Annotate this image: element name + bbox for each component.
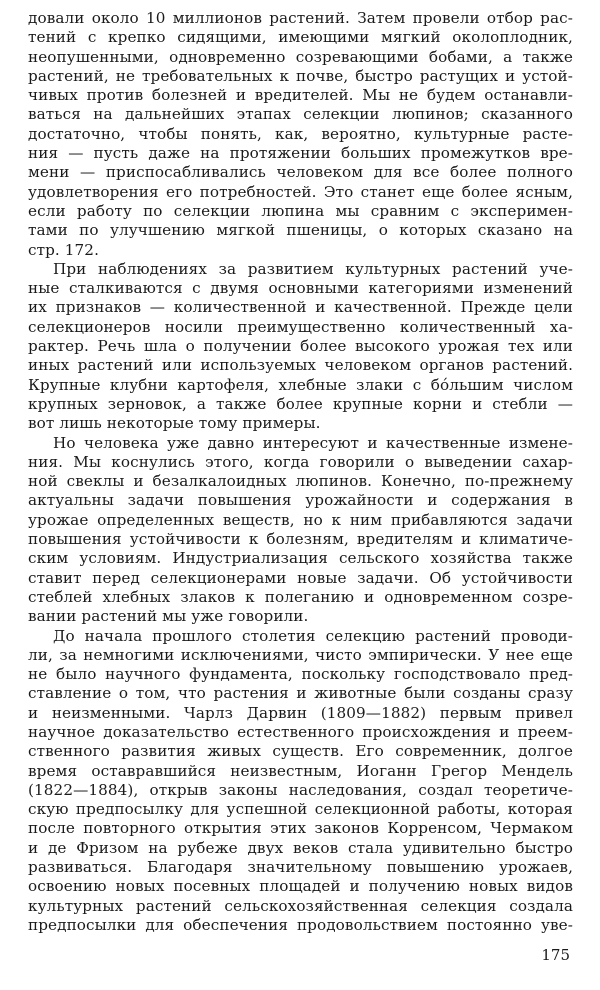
text-line: удовлетворения его потребностей. Это станет еще более ясным,: [28, 182, 573, 201]
text-line: и де Фризом на рубеже двух веков стала удивительно быстро: [28, 838, 573, 857]
text-line: рактер. Речь шла о получении более высокого урожая тех или: [28, 337, 573, 356]
text-line: тами по улучшению мягкой пшеницы, о которых сказано на: [28, 221, 573, 240]
text-line: Крупные клубни картофеля, хлебные злаки с бóльшим числом: [28, 375, 573, 394]
text-line: после повторного открытия этих законов Корренсом, Чермаком: [28, 819, 573, 838]
text-line: предпосылки для обеспечения продовольствием постоянно уве-: [28, 915, 573, 934]
text-line: ния — пусть даже на протяжении больших промежутков вре-: [28, 144, 573, 163]
text-line: ставит перед селекционерами новые задачи. Об устойчивости: [28, 568, 573, 587]
text-line: если работу по селекции люпина мы сравним с эксперимен-: [28, 201, 573, 220]
text-line: стеблей хлебных злаков к полеганию и одновременном созре-: [28, 587, 573, 606]
text-line: достаточно, чтобы понять, как, вероятно, культурные расте-: [28, 124, 573, 143]
text-line: ные сталкиваются с двумя основными категориями изменений: [28, 279, 573, 298]
text-line: При наблюдениях за развитием культурных растений уче-: [53, 259, 573, 278]
text-line: ния. Мы коснулись этого, когда говорили о выведении сахар-: [28, 452, 573, 471]
text-line: их признаков — количественной и качественной. Прежде цели: [28, 298, 573, 317]
paragraph: [28, 627, 573, 936]
text-line: крупных зерновок, а также более крупные корни и стебли —: [28, 394, 573, 413]
text-line: довали около 10 миллионов растений. Затем провели отбор рас-: [28, 9, 573, 27]
text-line: развиваться. Благодаря значительному повышению урожаев,: [28, 858, 573, 877]
paragraph: [28, 434, 573, 627]
page-number: 175: [541, 946, 570, 964]
text-line: ским условиям. Индустриализация сельского хозяйства также: [28, 549, 573, 568]
text-line: селекционеров носили преимущественно количественный ха-: [28, 317, 573, 336]
text-line: вот лишь некоторые тому примеры.: [28, 414, 321, 433]
text-line: иных растений или используемых человеком органов растений.: [28, 356, 573, 375]
text-line: культурных растений сельскохозяйственная селекция создала: [28, 896, 573, 915]
body-text: [28, 9, 573, 935]
text-line: и неизменными. Чарлз Дарвин (1809—1882) первым привел: [28, 703, 573, 722]
paragraph: [28, 260, 573, 434]
text-line: чивых против болезней и вредителей. Мы не будем останавли-: [28, 86, 573, 105]
paragraph: [28, 9, 573, 260]
text-line: мени — приспосабливались человеком для все более полного: [28, 163, 573, 182]
text-line: ставление о том, что растения и животные были созданы сразу: [28, 684, 573, 703]
text-line: ной свеклы и безалкалоидных люпинов. Конечно, по-прежнему: [28, 472, 573, 491]
text-line: тений с крепко сидящими, имеющими мягкий околоплодник,: [28, 28, 573, 47]
text-line: повышения устойчивости к болезням, вредителям и климатиче-: [28, 530, 573, 549]
text-line: (1822—1884), открыв законы наследования, создал теоретиче-: [28, 780, 573, 799]
text-line: До начала прошлого столетия селекцию растений проводи-: [53, 626, 573, 645]
text-line: не было научного фундамента, поскольку господствовало пред-: [28, 665, 573, 684]
text-line: вании растений мы уже говорили.: [28, 607, 309, 626]
text-line: освоению новых посевных площадей и получению новых видов: [28, 877, 573, 896]
text-line: растений, не требовательных к почве, быстро растущих и устой-: [28, 66, 573, 85]
text-line: стр. 172.: [28, 240, 100, 259]
text-line: Но человека уже давно интересуют и качественные измене-: [53, 433, 573, 452]
text-line: научное доказательство естественного происхождения и преем-: [28, 722, 573, 741]
text-line: ли, за немногими исключениями, чисто эмпирически. У нее еще: [28, 645, 573, 664]
text-line: актуальны задачи повышения урожайности и содержания в: [28, 491, 573, 510]
text-line: время оставравшийся неизвестным, Иоганн Грегор Мендель: [28, 761, 573, 780]
text-line: ственного развития живых существ. Его современник, долгое: [28, 742, 573, 761]
text-line: ваться на дальнейших этапах селекции люпинов; сказанного: [28, 105, 573, 124]
text-line: скую предпосылку для успешной селекционной работы, которая: [28, 800, 573, 819]
text-line: урожае определенных веществ, но к ним прибавляются задачи: [28, 510, 573, 529]
text-line: неопушенными, одновременно созревающими бобами, а также: [28, 47, 573, 66]
